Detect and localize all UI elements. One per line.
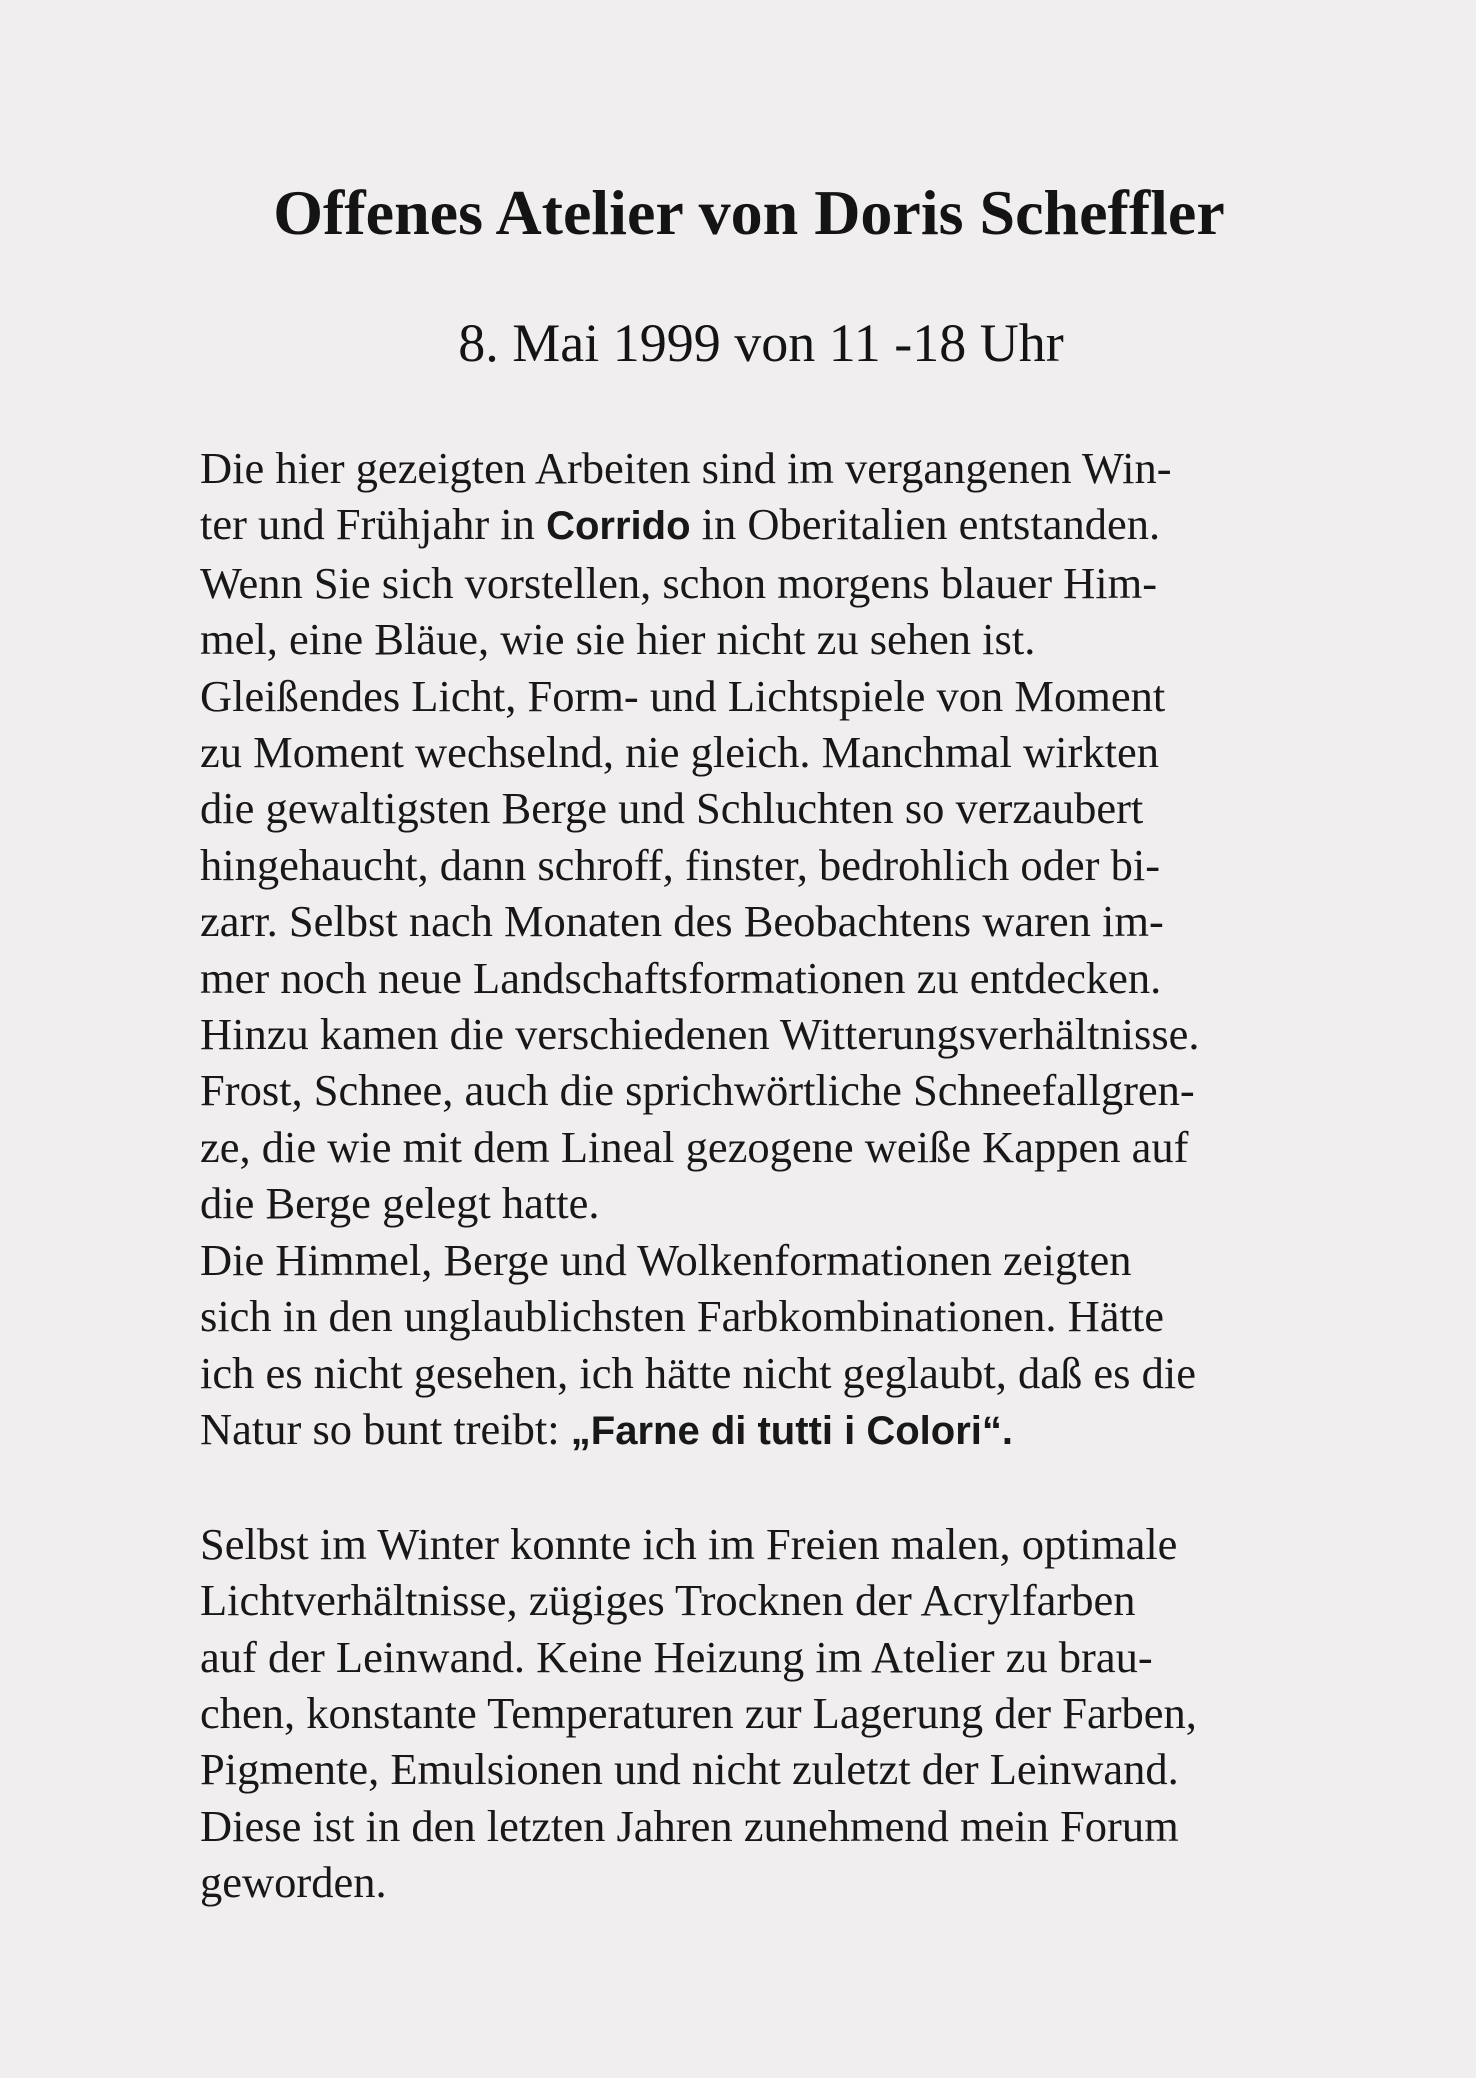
text-line: auf der Leinwand. Keine Heizung im Atelier zu brau- [200, 1631, 1153, 1682]
text-line: Selbst im Winter konnte ich im Freien malen, optimale [200, 1518, 1178, 1569]
text-line: die Berge gelegt hatte. [200, 1178, 600, 1229]
text-line: zarr. Selbst nach Monaten des Beobachtens waren im- [200, 896, 1164, 947]
event-date: 8. Mai 1999 von 11 -18 Uhr [458, 313, 1064, 373]
text-line: sich in den unglaublichsten Farbkombinationen. Hätte [200, 1291, 1164, 1342]
text-line: die gewaltigsten Berge und Schluchten so verzaubert [200, 783, 1144, 834]
text-fragment: ter und Frühjahr in [200, 499, 547, 550]
text-fragment: Natur so bunt treibt: [200, 1403, 571, 1454]
text-line: Die hier gezeigten Arbeiten sind im vergangenen Win- [200, 443, 1172, 493]
place-name: Corrido [546, 504, 691, 549]
text-line [200, 1401, 1360, 1459]
text-line: ze, die wie mit dem Lineal gezogene weiße Kappen auf [200, 1121, 1189, 1172]
text-line: chen, konstante Temperaturen zur Lagerung der Farben, [200, 1687, 1197, 1738]
text-line: zu Moment wechselnd, nie gleich. Manchmal wirkten [200, 727, 1159, 778]
page-title: Offenes Atelier von Doris Scheffler [273, 177, 1225, 248]
text-line: ich es nicht gesehen, ich hätte nicht geglaubt, daß es die [200, 1347, 1196, 1398]
text-line: hingehaucht, dann schroff, finster, bedrohlich oder bi- [200, 839, 1161, 890]
text-fragment: in Oberitalien entstanden. [690, 499, 1161, 550]
text-line [200, 496, 1360, 554]
text-line: Pigmente, Emulsionen und nicht zuletzt der Leinwand. [200, 1744, 1179, 1795]
text-line: geworden. [200, 1857, 387, 1908]
text-line: Frost, Schnee, auch die sprichwörtliche Schneefallgren- [200, 1065, 1195, 1116]
paragraph-gap [200, 1459, 1360, 1515]
text-line: Lichtverhältnisse, zügiges Trocknen der Acrylfarben [200, 1575, 1136, 1626]
text-line: mer noch neue Landschaftsformationen zu entdecken. [200, 952, 1162, 1003]
body-text [200, 440, 1360, 1911]
text-line: Die Himmel, Berge und Wolkenformationen zeigten [200, 1234, 1132, 1285]
text-line: Wenn Sie sich vorstellen, schon morgens blauer Him- [200, 557, 1158, 608]
text-line: Hinzu kamen die verschiedenen Witterungsverhältnisse. [200, 1009, 1200, 1060]
text-line: Diese ist in den letzten Jahren zunehmend mein Forum [200, 1800, 1179, 1851]
text-line: Gleißendes Licht, Form- und Lichtspiele von Moment [200, 670, 1166, 721]
text-line: mel, eine Bläue, wie sie hier nicht zu sehen ist. [200, 614, 1036, 665]
quoted-title: „Farne di tutti i Colori“. [570, 1408, 1013, 1453]
